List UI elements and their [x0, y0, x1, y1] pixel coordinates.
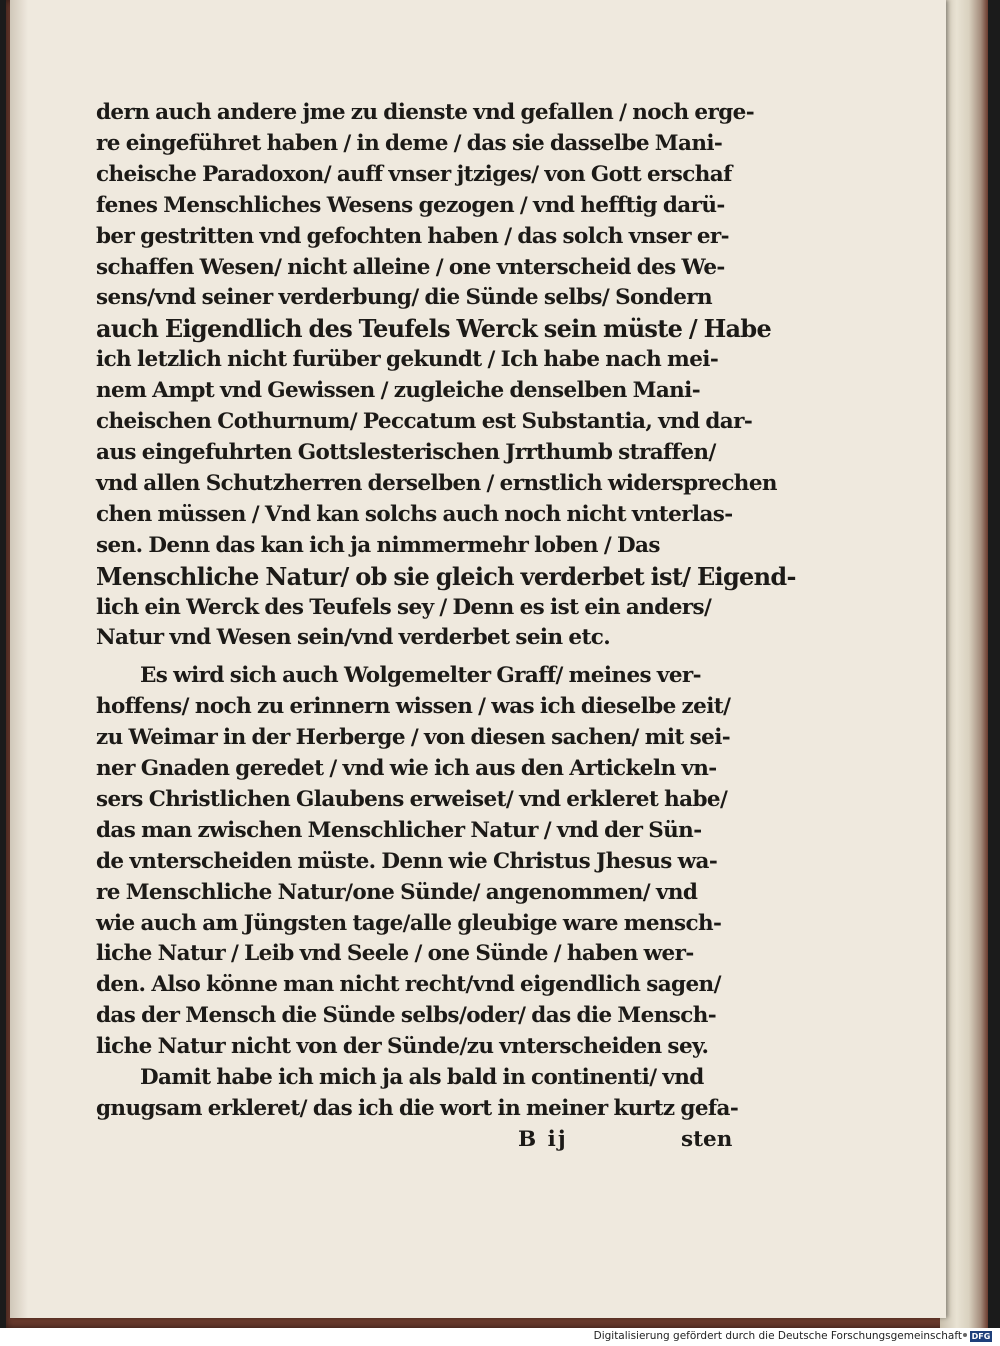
paragraph-1	[96, 98, 796, 654]
text-line: liche Natur / Leib vnd Seele / one Sünde / haben wer-	[96, 941, 694, 967]
text-line: cheische Paradoxon/ auff vnser jtziges/ von Gott erschaf	[96, 161, 732, 187]
text-line: das der Mensch die Sünde selbs/oder/ das die Mensch-	[96, 1003, 717, 1029]
text-line: ich letzlich nicht furüber gekundt / Ich habe nach mei-	[96, 347, 719, 373]
catchword: sten	[681, 1126, 733, 1152]
page-stack-edge	[940, 0, 988, 1328]
text-line: Damit habe ich mich ja als bald in continenti/ vnd	[140, 1065, 704, 1091]
text-line: zu Weimar in der Herberge / von diesen sachen/ mit sei-	[96, 725, 731, 751]
text-line: aus eingefuhrten Gottslesterischen Jrrthumb straffen/	[96, 439, 716, 465]
text-line: gnugsam erkleret/ das ich die wort in meiner kurtz gefa-	[96, 1096, 739, 1121]
text-line: den. Also könne man nicht recht/vnd eigendlich sagen/	[96, 972, 721, 998]
text-line: schaffen Wesen/ nicht alleine / one vnterscheid des We-	[96, 254, 725, 280]
text-line: cheischen Cothurnum/ Peccatum est Substantia, vnd dar-	[96, 409, 753, 435]
text-line: wie auch am Jüngsten tage/alle gleubige ware mensch-	[96, 910, 722, 936]
text-line: sen. Denn das kan ich ja nimmermehr loben / Das	[96, 532, 660, 558]
text-line: re Menschliche Natur/one Sünde/ angenommen/ vnd	[96, 879, 698, 905]
text-line: auch Eigendlich des Teufels Werck sein müste / Habe	[96, 314, 772, 344]
text-line: chen müssen / Vnd kan solchs auch noch nicht vnterlas-	[96, 501, 733, 527]
page-text	[96, 98, 796, 1156]
gutter-shadow	[10, 0, 28, 1318]
footer-credit: Digitalisierung gefördert durch die Deutsche Forschungsgemeinschaft	[593, 1330, 962, 1342]
signature-mark: B ij	[518, 1126, 568, 1152]
text-line: sers Christlichen Glaubens erweiset/ vnd erkleret habe/	[96, 786, 728, 812]
paragraph-2	[96, 661, 746, 1063]
dfg-logo: DFG	[971, 1332, 991, 1341]
text-line: ber gestritten vnd gefochten haben / das solch vnser er-	[96, 223, 729, 249]
text-line: lich ein Werck des Teufels sey / Denn es ist ein anders/	[96, 594, 712, 620]
text-line: ner Gnaden geredet / vnd wie ich aus den Artickeln vn-	[96, 756, 717, 782]
page-foot-row	[96, 1125, 746, 1156]
text-line: liche Natur nicht von der Sünde/zu vnterscheiden sey.	[96, 1034, 709, 1060]
text-line: hoffens/ noch zu erinnern wissen / was ich dieselbe zeit/	[96, 694, 731, 720]
text-line: vnd allen Schutzherren derselben / ernstlich widersprechen	[96, 470, 777, 496]
text-line: Menschliche Natur/ ob sie gleich verderbet ist/ Eigend-	[96, 561, 796, 591]
text-line: fenes Menschliches Wesens gezogen / vnd hefftig darü-	[96, 192, 725, 218]
footer-separator-dot	[963, 1333, 967, 1337]
text-line: nem Ampt vnd Gewissen / zugleiche denselben Mani-	[96, 378, 701, 404]
text-line: Natur vnd Wesen sein/vnd verderbet sein etc.	[96, 625, 611, 651]
paragraph-3	[96, 1063, 746, 1125]
book-page	[10, 0, 946, 1318]
text-line: de vnterscheiden müste. Denn wie Christus Jhesus wa-	[96, 848, 718, 874]
text-line: dern auch andere jme zu dienste vnd gefallen / noch erge-	[96, 100, 755, 125]
text-line: sens/vnd seiner verderbung/ die Sünde selbs/ Sondern	[96, 285, 713, 311]
text-line: das man zwischen Menschlicher Natur / vnd der Sün-	[96, 817, 702, 843]
text-line: re eingeführet haben / in deme / das sie dasselbe Mani-	[96, 130, 723, 156]
text-line: Es wird sich auch Wolgemelter Graff/ meines ver-	[140, 663, 701, 689]
